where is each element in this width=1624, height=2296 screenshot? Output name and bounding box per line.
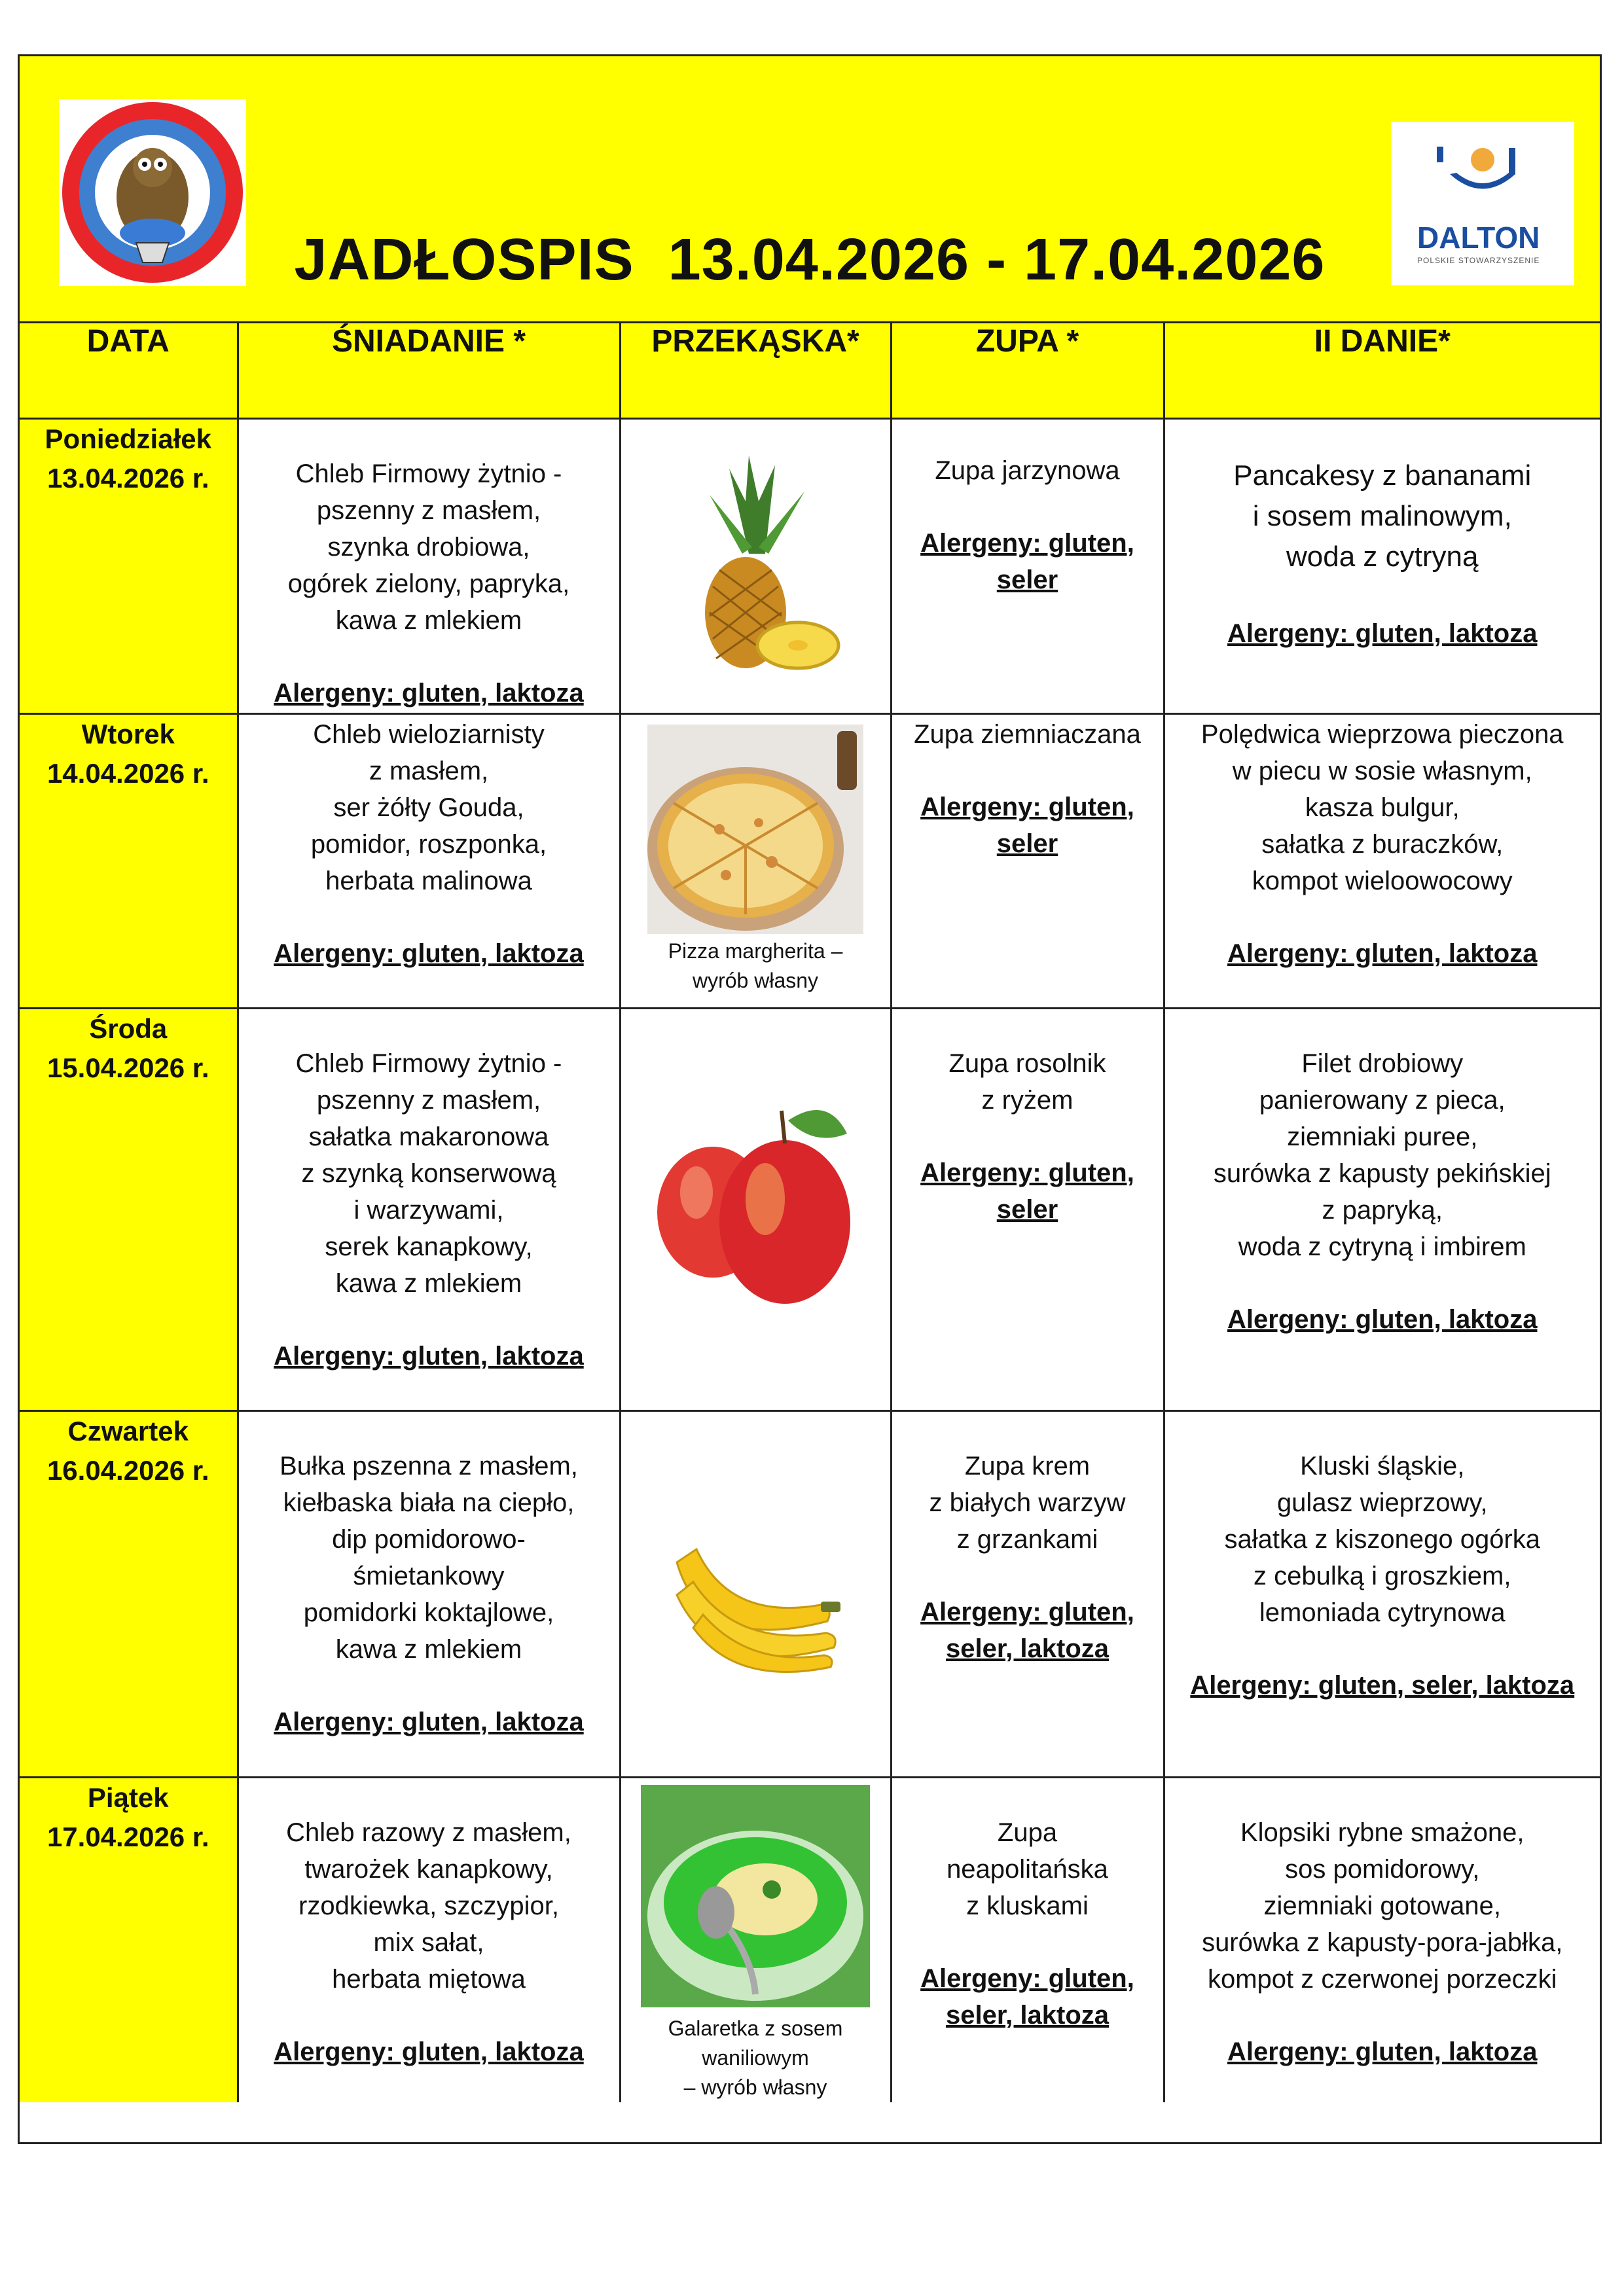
snack-cell — [620, 713, 891, 1008]
soup-cell — [891, 1410, 1164, 1777]
main-dish-text: Filet drobiowy panierowany z pieca, ziemniaki puree, surówka z kapusty pekińskiej z papryką, woda z cytryną i imbirem — [1213, 1049, 1551, 1261]
dalton-logo-text: DALTON — [1417, 221, 1540, 255]
soup-allergens: Alergeny: gluten, seler — [920, 1158, 1134, 1224]
main-dish-cell — [1164, 1008, 1600, 1410]
table-header-row — [20, 323, 1600, 418]
day-cell — [20, 418, 238, 713]
main-dish-cell — [1164, 1410, 1600, 1777]
table-row — [20, 1008, 1600, 1410]
breakfast-text: Chleb Firmowy żytnio - pszenny z masłem, szynka drobiowa, ogórek zielony, papryka, kawa z mlekiem — [287, 459, 570, 635]
breakfast-allergens: Alergeny: gluten, laktoza — [274, 1707, 584, 1736]
snack-cell — [620, 418, 891, 713]
column-header-soup: ZUPA * — [891, 323, 1164, 418]
soup-text: Zupa krem z białych warzyw z grzankami — [929, 1451, 1126, 1554]
breakfast-text: Bułka pszenna z masłem, kiełbaska biała na ciepło, dip pomidorowo- śmietankowy pomidorki koktajlowe, kawa z mlekiem — [280, 1451, 578, 1664]
main-dish-cell — [1164, 1777, 1600, 2102]
breakfast-allergens: Alergeny: gluten, laktoza — [274, 2037, 584, 2066]
breakfast-text: Chleb wieloziarnisty z masłem, ser żółty Gouda, pomidor, roszponka, herbata malinowa — [310, 719, 547, 895]
snack-cell — [620, 1410, 891, 1777]
main-dish-text: Pancakesy z bananami i sosem malinowym, woda z cytryną — [1233, 459, 1532, 573]
column-header-main: II DANIE* — [1164, 323, 1600, 418]
main-dish-allergens: Alergeny: gluten, laktoza — [1227, 2037, 1538, 2066]
main-dish-cell — [1164, 713, 1600, 1008]
column-header-snack: PRZEKĄSKA* — [620, 323, 891, 418]
table-row — [20, 713, 1600, 1008]
main-dish-allergens: Alergeny: gluten, laktoza — [1227, 619, 1538, 648]
menu-header — [20, 56, 1600, 323]
dalton-logo-subtext: POLSKIE STOWARZYSZENIE — [1417, 256, 1540, 265]
breakfast-allergens: Alergeny: gluten, laktoza — [274, 939, 584, 968]
breakfast-allergens: Alergeny: gluten, laktoza — [274, 678, 584, 708]
soup-text: Zupa rosolnik z ryżem — [948, 1049, 1106, 1115]
breakfast-cell — [238, 1008, 620, 1410]
soup-allergens: Alergeny: gluten, seler, laktoza — [920, 1964, 1134, 2030]
menu-title: JADŁOSPIS 13.04.2026 - 17.04.2026 — [294, 227, 1326, 293]
soup-allergens: Alergeny: gluten, seler — [920, 528, 1134, 594]
day-label: Czwartek 16.04.2026 r. — [46, 1415, 209, 1486]
apples-icon — [651, 1081, 860, 1317]
bananas-icon — [664, 1523, 847, 1674]
snack-cell — [620, 1008, 891, 1410]
menu-sheet — [18, 54, 1602, 2144]
main-dish-text: Kluski śląskie, gulasz wieprzowy, sałatka z kiszonego ogórka z cebulką i groszkiem, lemoniada cytrynowa — [1224, 1451, 1540, 1627]
breakfast-allergens: Alergeny: gluten, laktoza — [274, 1341, 584, 1371]
breakfast-cell — [238, 713, 620, 1008]
day-cell — [20, 1777, 238, 2102]
breakfast-cell — [238, 1410, 620, 1777]
main-dish-text: Polędwica wieprzowa pieczona w piecu w sosie własnym, kasza bulgur, sałatka z buraczków, kompot wieloowocowy — [1200, 719, 1564, 895]
jelly-dessert-icon — [641, 1785, 870, 2007]
breakfast-text: Chleb Firmowy żytnio - pszenny z masłem, sałatka makaronowa z szynką konserwową i warzywami, serek kanapkowy, kawa z mlekiem — [295, 1049, 562, 1298]
snack-caption: Galaretka z sosem waniliowym – wyrób własny — [668, 2016, 843, 2099]
soup-text: Zupa jarzynowa — [935, 456, 1120, 485]
table-row — [20, 1777, 1600, 2102]
breakfast-text: Chleb razowy z masłem, twarożek kanapkowy, rzodkiewka, szczypior, mix sałat, herbata miętowa — [286, 1818, 571, 1994]
day-cell — [20, 1410, 238, 1777]
soup-cell — [891, 1777, 1164, 2102]
main-dish-allergens: Alergeny: gluten, laktoza — [1227, 1304, 1538, 1334]
soup-allergens: Alergeny: gluten, seler, laktoza — [920, 1597, 1134, 1663]
day-label: Piątek 17.04.2026 r. — [46, 1782, 209, 1852]
breakfast-cell — [238, 418, 620, 713]
main-dish-allergens: Alergeny: gluten, seler, laktoza — [1190, 1670, 1575, 1700]
table-row — [20, 1410, 1600, 1777]
day-cell — [20, 713, 238, 1008]
main-dish-text: Klopsiki rybne smażone, sos pomidorowy, ziemniaki gotowane, surówka z kapusty-pora-jabłka, kompot z czerwonej porzeczki — [1202, 1818, 1563, 1994]
table-row — [20, 418, 1600, 713]
main-dish-allergens: Alergeny: gluten, laktoza — [1227, 939, 1538, 968]
breakfast-cell — [238, 1777, 620, 2102]
snack-caption: Pizza margherita – wyrób własny — [668, 939, 843, 992]
soup-text: Zupa ziemniaczana — [914, 719, 1141, 749]
snack-cell — [620, 1777, 891, 2102]
main-dish-cell — [1164, 418, 1600, 713]
column-header-date: DATA — [20, 323, 238, 418]
soup-text: Zupa neapolitańska z kluskami — [947, 1818, 1108, 1920]
pizza-icon — [647, 725, 863, 934]
day-cell — [20, 1008, 238, 1410]
pineapple-icon — [670, 456, 840, 672]
soup-cell — [891, 713, 1164, 1008]
soup-cell — [891, 418, 1164, 713]
menu-table — [20, 323, 1600, 2102]
soup-allergens: Alergeny: gluten, seler — [920, 792, 1134, 858]
soup-cell — [891, 1008, 1164, 1410]
day-label: Poniedziałek 13.04.2026 r. — [45, 423, 211, 493]
day-label: Środa 15.04.2026 r. — [46, 1013, 209, 1083]
column-header-breakfast: ŚNIADANIE * — [238, 323, 620, 418]
day-label: Wtorek 14.04.2026 r. — [46, 718, 209, 789]
